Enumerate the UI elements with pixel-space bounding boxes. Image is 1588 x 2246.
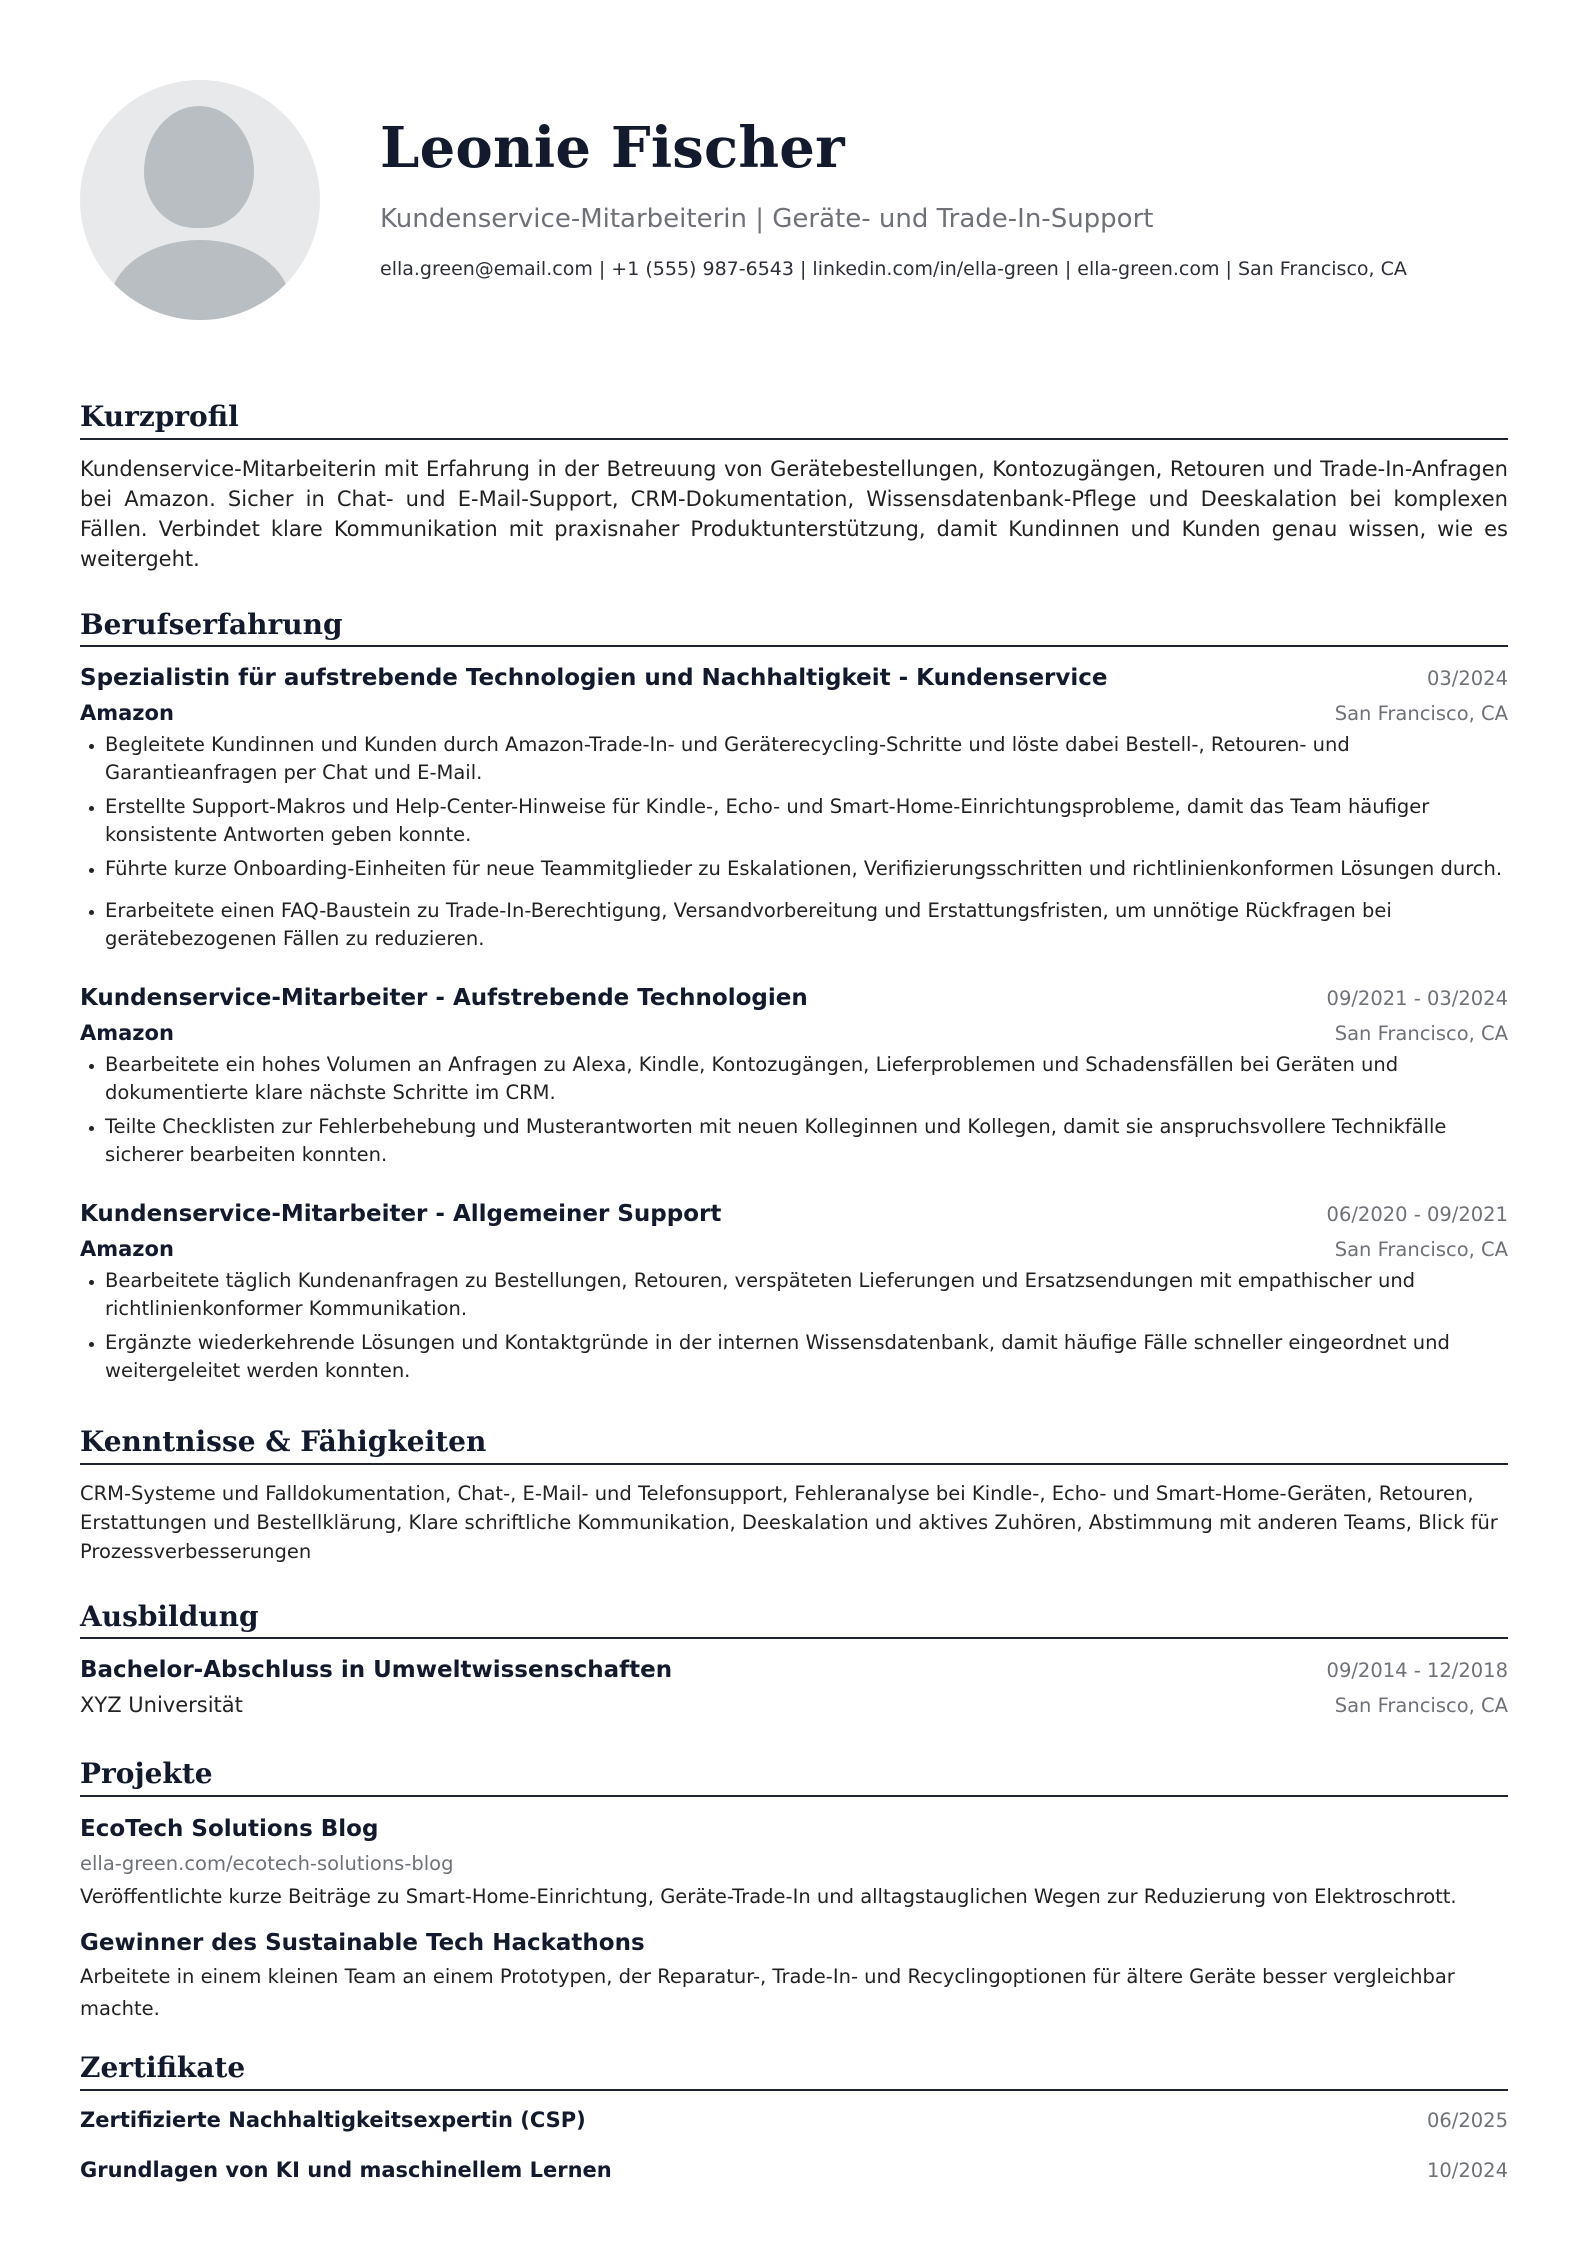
contact-line: ella.green@email.com | +1 (555) 987-6543 | linkedin.com/in/ella-green | ella-green.com | San Francisco, CA (380, 258, 1407, 280)
job-company: Amazon (80, 1021, 174, 1046)
job-title: Kundenservice-Mitarbeiter - Allgemeiner Support (80, 1201, 722, 1228)
job-entry (80, 1197, 1508, 1385)
certificate-name: Grundlagen von KI und maschinellem Lernen (80, 2157, 612, 2182)
resume-header (80, 0, 1508, 400)
degree-title: Bachelor-Abschluss in Umweltwissenschaften (80, 1657, 673, 1684)
job-bullet: Ergänzte wiederkehrende Lösungen und Kontaktgründe in der internen Wissensdatenbank, damit häufige Fälle schneller eingeordnet und weitergeleitet werden konnten. (105, 1329, 1508, 1385)
candidate-name: Leonie Fischer (380, 115, 845, 181)
job-bullet: Teilte Checklisten zur Fehlerbehebung und Musterantworten mit neuen Kolleginnen und Kollegen, damit sie anspruchsvollere Technikfälle sicherer bearbeiten konnten. (105, 1113, 1508, 1169)
job-bullet: Begleitete Kundinnen und Kunden durch Amazon-Trade-In- und Geräterecycling-Schritte und löste dabei Bestell-, Retouren- und Garantieanfragen per Chat und E-Mail. (105, 731, 1508, 787)
skills-section (80, 1425, 1508, 1566)
job-company: Amazon (80, 1237, 174, 1262)
section-title-certificates: Zertifikate (80, 2051, 1508, 2091)
job-bullets (80, 731, 1508, 953)
avatar-body-shape (110, 240, 290, 320)
job-bullets (80, 1267, 1508, 1385)
job-title: Spezialistin für aufstrebende Technologien und Nachhaltigkeit - Kundenservice (80, 665, 1108, 692)
avatar (80, 80, 320, 320)
section-title-skills: Kenntnisse & Fähigkeiten (80, 1425, 1508, 1465)
job-location: San Francisco, CA (1334, 702, 1508, 726)
job-location: San Francisco, CA (1334, 1238, 1508, 1262)
projects-section (80, 1757, 1508, 2025)
certificates-section (80, 2051, 1508, 2195)
job-bullet: Bearbeitete ein hohes Volumen an Anfragen zu Alexa, Kindle, Kontozugängen, Lieferproblemen und Schadensfällen bei Geräten und dokumentierte klare nächste Schritte im CRM. (105, 1051, 1508, 1107)
job-bullet: Führte kurze Onboarding-Einheiten für neue Teammitglieder zu Eskalationen, Verifizierungsschritten und richtlinienkonformen Lösungen durch. (105, 855, 1508, 883)
skills-text: CRM-Systeme und Falldokumentation, Chat-, E-Mail- und Telefonsupport, Fehleranalyse bei Kindle-, Echo- und Smart-Home-Geräten, Retouren, Erstattungen und Bestellklärung, Klare schriftliche Kommunikation, Deeskalation und aktives Zuhören, Abstimmung mit anderen Teams, Blick für Prozessverbesserungen (80, 1481, 1498, 1563)
job-bullet: Erarbeitete einen FAQ-Baustein zu Trade-In-Berechtigung, Versandvorbereitung und Erstattungsfristen, um unnötige Rückfragen bei gerätebezogenen Fällen zu reduzieren. (105, 897, 1508, 953)
summary-text: Kundenservice-Mitarbeiterin mit Erfahrung in der Betreuung von Gerätebestellungen, Kontozugängen, Retouren und Trade-In-Anfragen bei Amazon. Sicher in Chat- und E-Mail-Support, CRM-Dokumentation, Wissensdatenbank-Pflege und Deeskalation bei komplexen Fällen. Verbindet klare Kommunikation mit praxisnaher Produktunterstützung, damit Kundinnen und Kunden genau wissen, wie es weitergeht. (80, 456, 1508, 571)
project-title: EcoTech Solutions Blog (80, 1815, 379, 1842)
project-description: Veröffentlichte kurze Beiträge zu Smart-Home-Einrichtung, Geräte-Trade-In und alltagstauglichen Wegen zur Reduzierung von Elektroschrott. (80, 1884, 1457, 1908)
project-title: Gewinner des Sustainable Tech Hackathons (80, 1929, 645, 1956)
section-title-projects: Projekte (80, 1757, 1508, 1797)
job-bullets (80, 1051, 1508, 1169)
job-title: Kundenservice-Mitarbeiter - Aufstrebende Technologien (80, 985, 808, 1012)
certificate-date: 06/2025 (1426, 2108, 1508, 2132)
job-entry (80, 661, 1508, 953)
job-date: 03/2024 (1426, 667, 1508, 691)
job-bullet: Erstellte Support-Makros und Help-Center-Hinweise für Kindle-, Echo- und Smart-Home-Einrichtungsprobleme, damit das Team häufiger konsistente Antworten geben konnte. (105, 793, 1508, 849)
school-location: San Francisco, CA (1334, 1694, 1508, 1718)
certificate-name: Zertifizierte Nachhaltigkeitsexpertin (CSP) (80, 2107, 586, 2132)
job-date: 09/2021 - 03/2024 (1326, 987, 1508, 1011)
job-bullet: Bearbeitete täglich Kundenanfragen zu Bestellungen, Retouren, verspäteten Lieferungen und Ersatzsendungen mit empathischer und richtlinienkonformer Kommunikation. (105, 1267, 1508, 1323)
summary-section (80, 400, 1508, 574)
job-entry (80, 981, 1508, 1169)
school-name: XYZ Universität (80, 1693, 243, 1718)
section-title-education: Ausbildung (80, 1600, 1508, 1640)
project-link[interactable]: ella-green.com/ecotech-solutions-blog (80, 1851, 454, 1875)
education-date: 09/2014 - 12/2018 (1326, 1659, 1508, 1683)
job-location: San Francisco, CA (1334, 1022, 1508, 1046)
candidate-headline: Kundenservice-Mitarbeiterin | Geräte- und Trade-In-Support (380, 204, 1154, 234)
job-company: Amazon (80, 701, 174, 726)
education-section (80, 1600, 1508, 1724)
experience-section (80, 608, 1508, 1386)
project-description: Arbeitete in einem kleinen Team an einem Prototypen, der Reparatur-, Trade-In- und Recyclingoptionen für ältere Geräte besser vergleichbar machte. (80, 1964, 1455, 2020)
certificate-date: 10/2024 (1426, 2158, 1508, 2182)
avatar-head-shape (144, 106, 254, 228)
job-date: 06/2020 - 09/2021 (1326, 1203, 1508, 1227)
section-title-summary: Kurzprofil (80, 400, 1508, 440)
section-title-experience: Berufserfahrung (80, 608, 1508, 648)
